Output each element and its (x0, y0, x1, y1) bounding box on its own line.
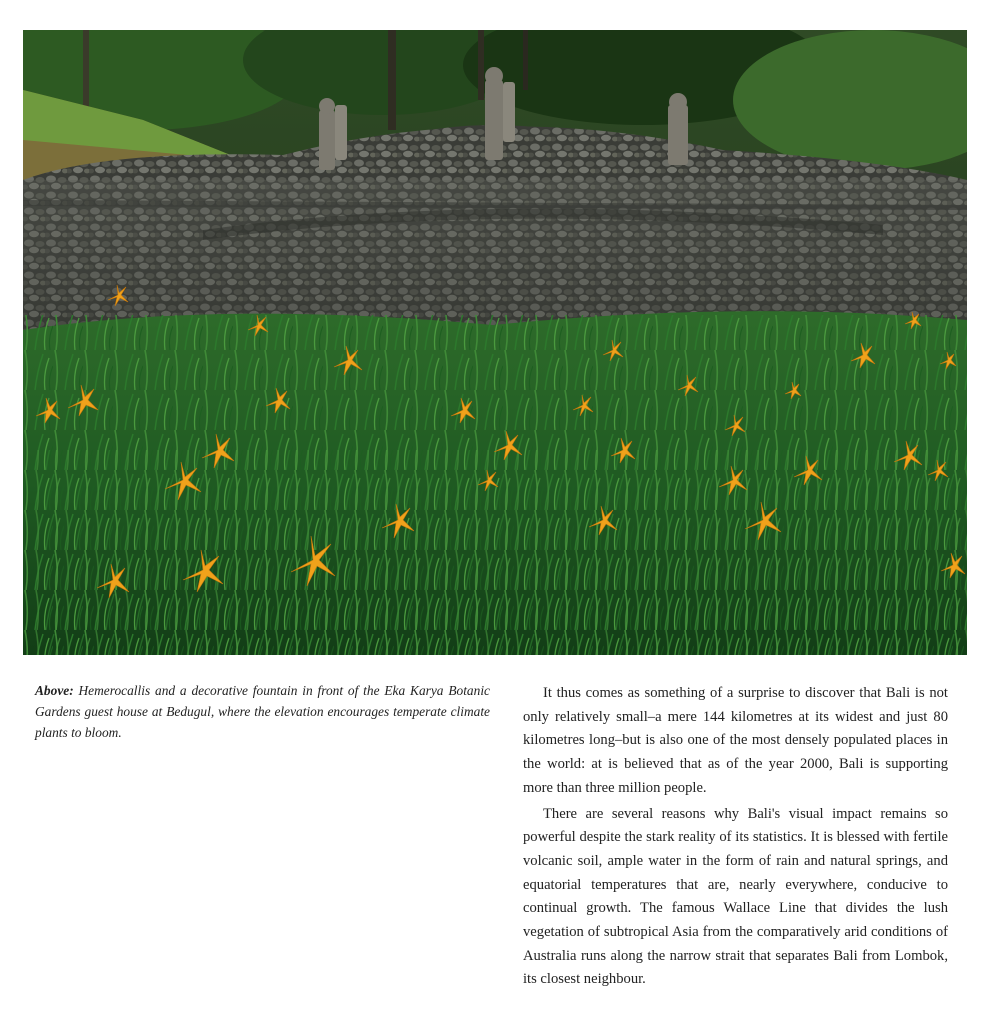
body-paragraph-2: There are several reasons why Bali's visual impact remains so powerful despite the stark reality of its statistics. It is blessed with fertile volcanic soil, ample water in the form of rain and natural springs, and equatorial temperatures that are, nearly everywhere, conducive to continual growth. The famous Wallace Line that divides the lush vegetation of subtropical Asia from the comparatively arid conditions of Australia runs along the narrow strait that separates Bali from Lombok, its closest neighbour. (523, 805, 948, 988)
body-text (523, 682, 948, 992)
caption-lead: Above: (35, 683, 74, 698)
garden-photo (23, 30, 967, 655)
caption-text: Hemerocallis and a decorative fountain in front of the Eka Karya Botanic Gardens guest house at Bedugul, where the elevation encourages temperate climate plants to bloom. (35, 683, 490, 740)
body-paragraph-1: It thus comes as something of a surprise to discover that Bali is not only relatively small–a mere 144 kilometres at its widest and just 80 kilometres long–but is also one of the most densely populated places in the world: at is believed that as of the year 2000, Bali is supporting more than three million people. (523, 685, 948, 796)
photo-caption (35, 680, 490, 743)
